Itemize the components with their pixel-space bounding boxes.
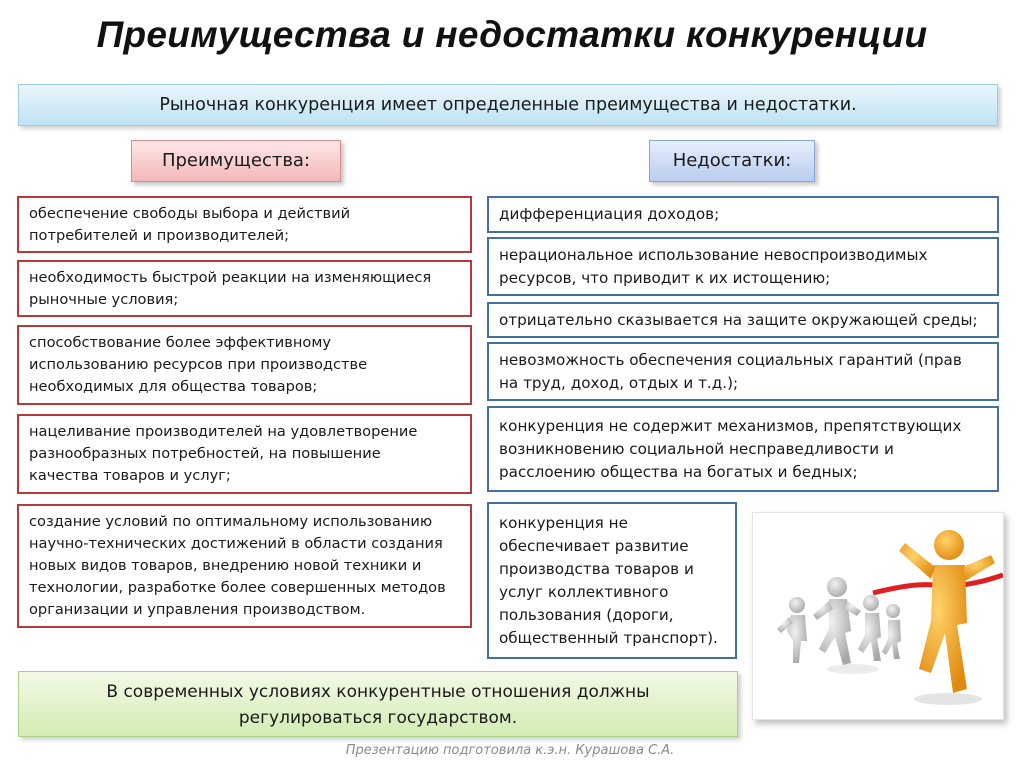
disadvantage-item (487, 406, 999, 492)
disadvantage-item-text: конкуренция не обеспечивает развитие производства товаров и услуг коллективного пользования (дороги, общественный транспорт). (499, 513, 718, 647)
advantage-item (17, 196, 472, 253)
winner-figure (899, 530, 995, 693)
page-title: Преимущества и недостатки конкуренции (96, 14, 928, 55)
runner-small-3 (882, 604, 901, 659)
shadow (914, 693, 982, 705)
advantage-item (17, 325, 472, 405)
intro-banner: Рыночная конкуренция имеет определенные преимущества и недостатки. (18, 84, 998, 126)
disadvantage-item (487, 342, 999, 401)
advantage-item (17, 260, 472, 317)
advantage-item (17, 504, 472, 628)
disadvantage-item (487, 237, 999, 296)
author-credit: Презентацию подготовила к.э.н. Курашова С.А. (345, 743, 675, 758)
advantage-item-text: нацеливание производителей на удовлетворение разнообразных потребностей, на повышение качества товаров и услуг; (29, 423, 418, 484)
advantage-item-text: создание условий по оптимальному использованию научно-технических достижений в области создания новых видов товаров, внедрению новой техники и технологии, разработке более совершенных методов организации и управления производством. (29, 513, 446, 618)
disadvantage-item-text: нерациональное использование невоспроизводимых ресурсов, что приводит к их истощению; (499, 245, 928, 287)
runners-image (753, 513, 1004, 720)
advantage-item-text: способствование более эффективному использованию ресурсов при производстве необходимых для общества товаров; (29, 334, 368, 395)
conclusion-banner: В современных условиях конкурентные отношения должны регулироваться государством. (18, 671, 738, 737)
disadvantage-item-text: отрицательно сказывается на защите окружающей среды; (499, 310, 978, 329)
runner-small-1 (777, 597, 807, 663)
disadvantage-item (487, 302, 999, 338)
advantage-item (17, 414, 472, 494)
shadow (827, 664, 879, 674)
disadvantage-item-text: дифференциация доходов; (499, 205, 720, 223)
disadvantages-header: Недостатки: (649, 140, 815, 182)
advantages-header: Преимущества: (131, 140, 341, 182)
disadvantage-item-text: конкуренция не содержит механизмов, препятствующих возникновению социальной несправедливости и расслоению общества на богатых и бедных; (499, 416, 962, 481)
disadvantage-item-text: невозможность обеспечения социальных гарантий (прав на труд, доход, отдых и т.д.); (499, 350, 962, 392)
advantage-item-text: обеспечение свободы выбора и действий потребителей и производителей; (29, 204, 351, 244)
runner-medium (813, 577, 861, 665)
runner-small-2 (858, 595, 881, 661)
disadvantage-item (487, 502, 737, 659)
disadvantage-item (487, 196, 999, 233)
competition-illustration (752, 512, 1004, 720)
advantage-item-text: необходимость быстрой реакции на изменяющиеся рыночные условия; (29, 268, 432, 308)
